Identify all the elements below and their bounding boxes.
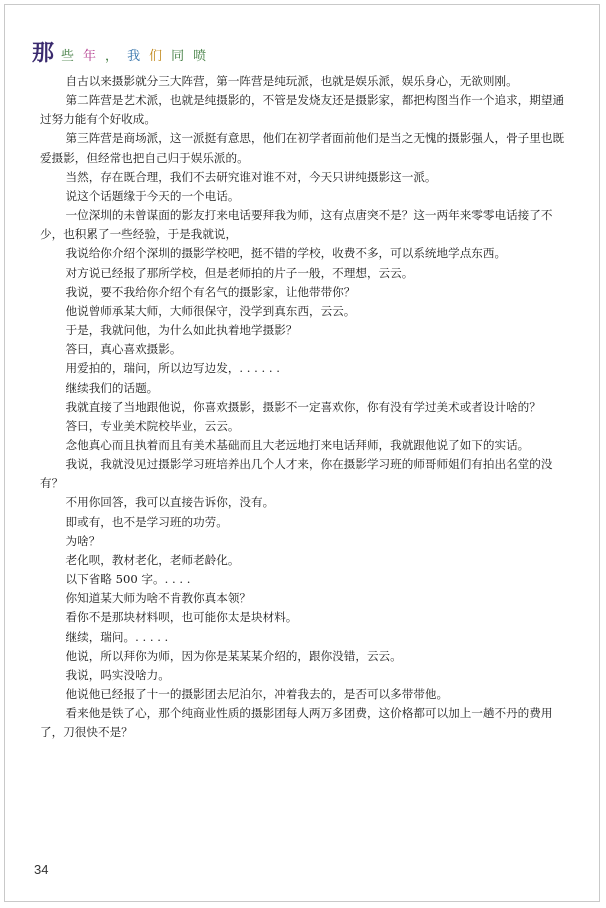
paragraph: 以下省略 500 字。. . . .	[65, 572, 191, 587]
paragraph: 念他真心而且执着而且有美术基础而且大老远地打来电话拜师，我就跟他说了如下的实话。	[65, 437, 530, 452]
paragraph: 我说，我就没见过摄影学习班培养出几个人才来，你在摄影学习班的师哥师姐们有拍出名堂的没有？	[40, 457, 553, 491]
header-char: 喷	[193, 49, 216, 64]
paragraph: 他说他已经报了十一的摄影团去尼泊尔，冲着我去的，是否可以多带带他。	[65, 687, 449, 701]
paragraph: 他说，所以拜你为师，因为你是某某某介绍的，跟你没错，云云。	[65, 648, 402, 663]
header-char: 年	[83, 49, 106, 64]
paragraph: 看你不是那块材料呗，也可能你太是块材料。	[65, 610, 298, 625]
page-number: 34	[34, 862, 49, 877]
paragraph: 于是，我就问他，为什么如此执着地学摄影？	[65, 323, 298, 338]
paragraph: 第三阵营是商场派，这一派挺有意思，他们在初学者面前他们是当之无愧的摄影强人，骨子里也既爱摄影，但经常也把自己归于娱乐派的。	[40, 131, 565, 165]
paragraph: 我就直接了当地跟他说，你喜欢摄影，摄影不一定喜欢你，你有没有学过美术或者设计啥的？	[65, 399, 541, 414]
header-char: ，	[105, 49, 128, 64]
paragraph: 说这个话题缘于今天的一个电话。	[65, 188, 240, 203]
running-header	[32, 38, 215, 64]
header-char: 我	[127, 49, 150, 64]
paragraph: 我说，吗实没啥力。	[65, 667, 170, 682]
paragraph: 答曰，真心喜欢摄影。	[65, 342, 182, 357]
body-text	[40, 72, 568, 742]
header-char: 些	[61, 49, 84, 64]
header-title-initial: 那	[32, 40, 56, 66]
paragraph: 他说曾师承某大师，大师很保守，没学到真东西，云云。	[65, 303, 356, 318]
paragraph: 答曰，专业美术院校毕业，云云。	[65, 418, 240, 433]
paragraph: 自古以来摄影就分三大阵营，第一阵营是纯玩派，也就是娱乐派，娱乐身心，无欲则刚。	[65, 74, 518, 88]
paragraph: 当然，存在既合理，我们不去研究谁对谁不对，今天只讲纯摄影这一派。	[65, 169, 437, 184]
paragraph: 第二阵营是艺术派，也就是纯摄影的，不管是发烧友还是摄影家，都把构图当作一个追求，期望通过努力能有个好收成。	[40, 93, 565, 127]
paragraph: 老化呗，教材老化，老师老龄化。	[65, 552, 240, 567]
header-char: 同	[171, 49, 194, 64]
paragraph: 我说给你介绍个深圳的摄影学校吧，挺不错的学校，收费不多，可以系统地学点东西。	[65, 246, 507, 261]
paragraph: 用爱拍的，瑞问，所以边写边发，. . . . . .	[65, 361, 280, 376]
paragraph: 我说，要不我给你介绍个有名气的摄影家，让他带带你？	[65, 284, 356, 299]
paragraph: 对方说已经报了那所学校，但是老师拍的片子一般，不理想，云云。	[65, 265, 414, 280]
paragraph: 你知道某大师为啥不肯教你真本领？	[65, 591, 252, 606]
paragraph: 为啥？	[65, 533, 101, 548]
paragraph: 即或有，也不是学习班的功劳。	[65, 514, 228, 529]
header-char: 们	[149, 49, 172, 64]
paragraph: 不用你回答，我可以直接告诉你，没有。	[65, 495, 275, 510]
paragraph: 继续我们的话题。	[65, 380, 159, 395]
paragraph: 一位深圳的未曾谋面的影友打来电话要拜我为师，这有点唐突不是？这一两年来零零电话接了不少，也积累了一些经验，于是我就说，	[40, 208, 553, 242]
header-title-rest	[61, 50, 215, 64]
paragraph: 继续，瑞问。. . . . .	[65, 629, 169, 644]
paragraph: 看来他是铁了心，那个纯商业性质的摄影团每人两万多团费，这价格都可以加上一趟不丹的费用了，刀很快不是？	[40, 706, 553, 740]
